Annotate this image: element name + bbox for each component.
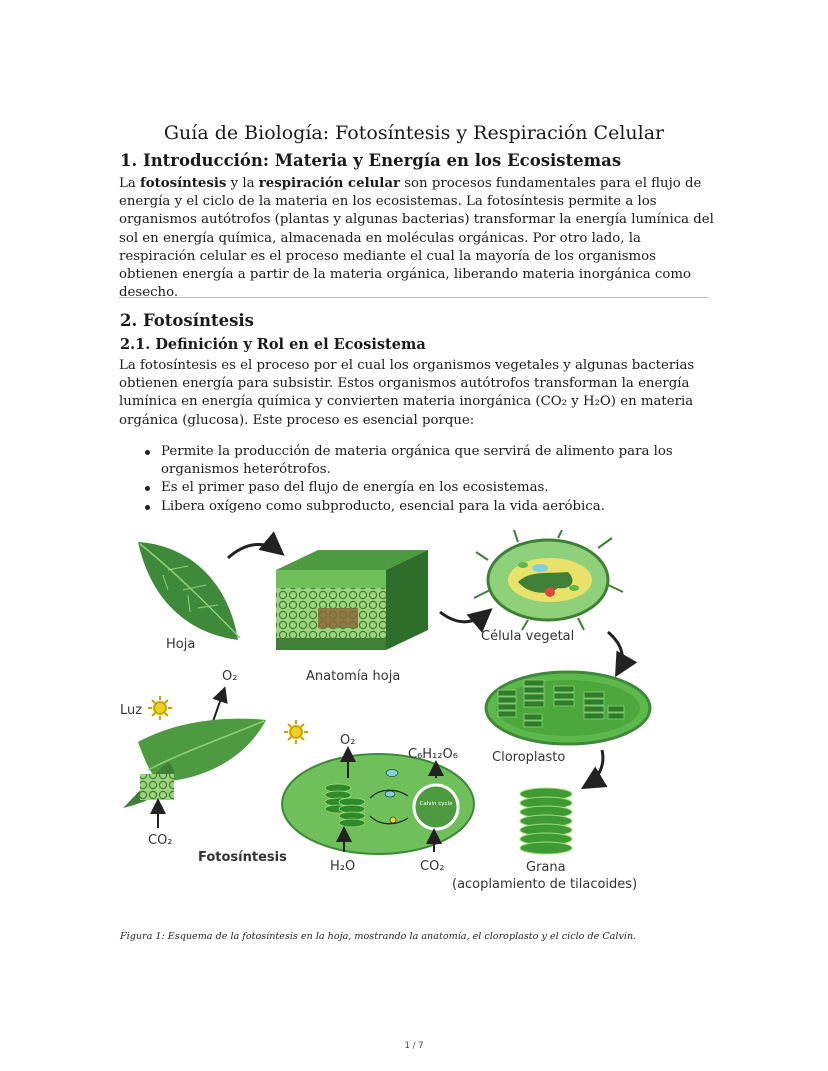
label-cloroplasto: Cloroplasto (492, 750, 566, 765)
section-2-heading: 2. Fotosíntesis (120, 311, 254, 330)
calvin-chloroplast-icon (282, 754, 474, 854)
term-respiracion: respiración celular (258, 176, 400, 191)
arrow-icon (586, 750, 603, 786)
sun-icon (148, 696, 172, 720)
section-divider (119, 297, 708, 298)
label-calvin: Calvin cycle (419, 801, 453, 807)
label-co2-left: CO₂ (148, 833, 173, 848)
label-glucosa: C₆H₁₂O₆ (408, 747, 458, 762)
arrow-icon (440, 612, 488, 622)
label-grana-sub: (acoplamiento de tilacoides) (452, 877, 638, 892)
bullet-list (142, 443, 702, 516)
term-fotosintesis: fotosíntesis (139, 176, 227, 191)
text-run: son procesos fundamentales para el flujo de energía y el ciclo de la materia en los ecosistemas. La fotosíntesis permite a los organismos autótrofos (plantas y algunas bacterias) transformar la energía lumínica del sol en energía química, almacenada en moléculas orgánicas. Por otro lado, la respiración celular es el proceso mediante el cual la mayoría de los organismos obtienen energía a partir de la materia orgánica, liberando materia inorgánica como desecho. (119, 176, 714, 301)
section-2-1-heading: 2.1. Definición y Rol en el Ecosistema (120, 336, 426, 353)
label-hoja: Hoja (166, 637, 196, 652)
label-anatomia: Anatomía hoja (306, 669, 401, 684)
text-run: La (119, 176, 140, 191)
leaf-icon (123, 719, 266, 808)
plant-cell-icon (474, 530, 623, 630)
section-1-paragraph (119, 175, 714, 302)
label-co2-center: CO₂ (420, 859, 445, 874)
label-o2-left: O₂ (222, 669, 238, 684)
figure-caption: Figura 1: Esquema de la fotosíntesis en la hoja, mostrando la anatomía, el cloroplasto y el ciclo de Calvin. (120, 931, 637, 942)
label-grana: Grana (526, 860, 566, 875)
label-o2-center: O₂ (340, 733, 356, 748)
chloroplast-icon (486, 672, 650, 744)
leaf-icon (138, 542, 240, 640)
leaf-anatomy-icon (276, 550, 428, 650)
document-title: Guía de Biología: Fotosíntesis y Respiración Celular (163, 122, 665, 144)
text-run: y la (226, 176, 259, 191)
label-h2o: H₂O (330, 859, 356, 874)
label-luz: Luz (120, 703, 143, 718)
grana-icon (520, 788, 572, 854)
label-fotosintesis: Fotosíntesis (198, 850, 287, 865)
list-item: Permite la producción de materia orgánica que servirá de alimento para los organismos heterótrofos. (142, 443, 702, 479)
label-celula: Célula vegetal (481, 629, 575, 644)
sun-icon (284, 720, 308, 744)
section-1-heading: 1. Introducción: Materia y Energía en los Ecosistemas (120, 151, 622, 170)
photosynthesis-figure (118, 530, 718, 900)
list-item: Libera oxígeno como subproducto, esencial para la vida aeróbica. (142, 498, 702, 516)
section-2-1-paragraph: La fotosíntesis es el proceso por el cual los organismos vegetales y algunas bacterias obtienen energía para subsistir. Estos organismos autótrofos transforman la energía lumínica en energía química y convierten materia inorgánica (CO₂ y H₂O) en materia orgánica (glucosa). Este proceso es esencial porque: (119, 358, 695, 428)
page-number: 1 / 7 (404, 1041, 424, 1051)
arrow-icon (228, 544, 280, 558)
list-item: Es el primer paso del flujo de energía en los ecosistemas. (142, 479, 702, 497)
arrow-icon (608, 632, 622, 672)
